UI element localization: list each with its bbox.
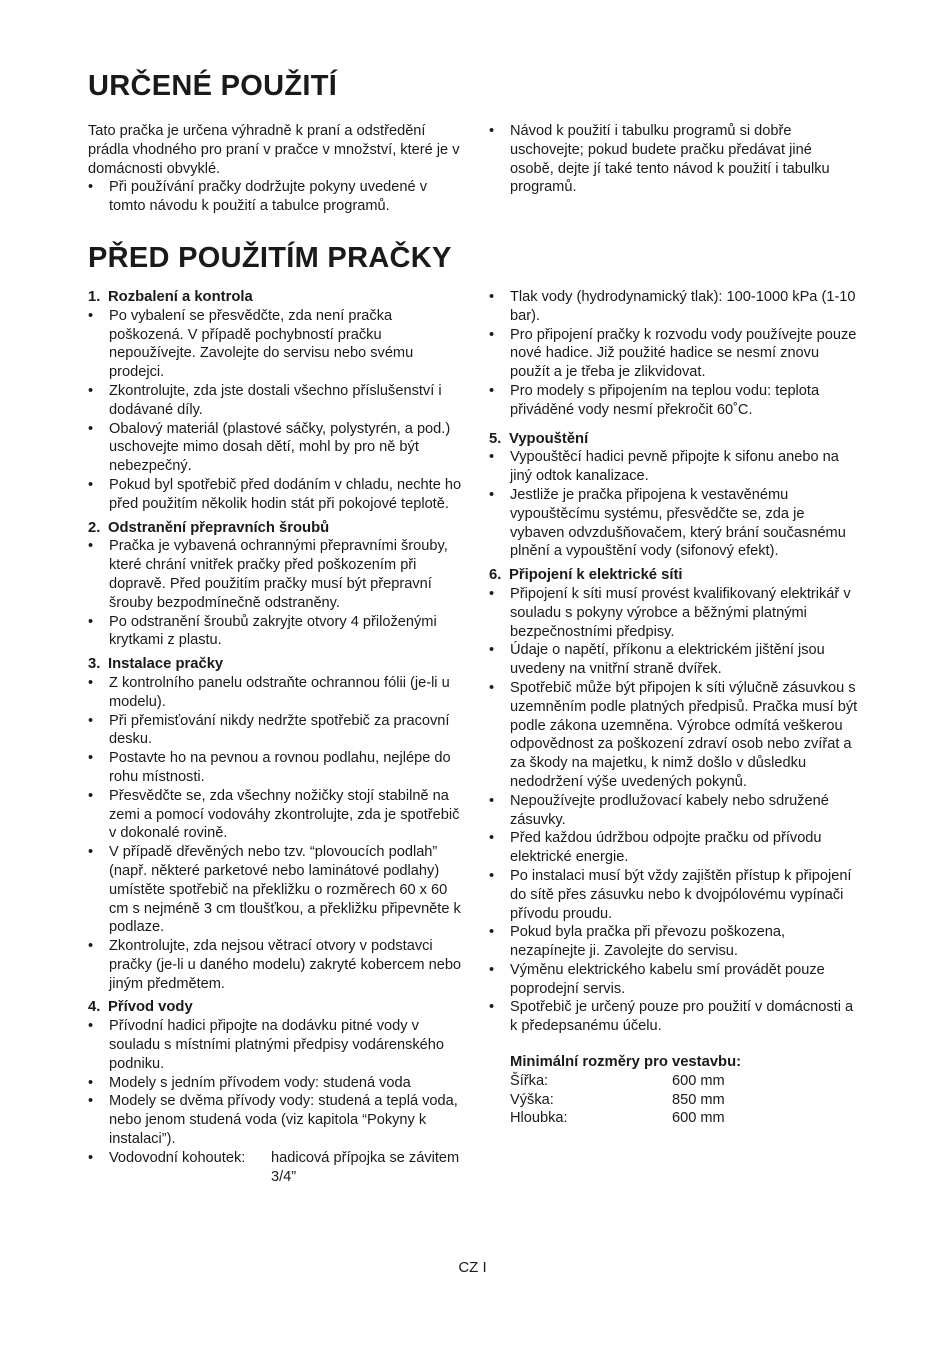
list-item: • V případě dřevěných nebo tzv. “plovoucích podlah” (např. některé parketové nebo laminátové podlahy) umístěte spotřebič na překližku o rozměrech 60 x 60 cm s nejméně 3 cm tloušťkou, a překližku připevněte k podlaze. — [88, 843, 463, 937]
list-item: • Výměnu elektrického kabelu smí provádět pouze poprodejní servis. — [489, 961, 859, 999]
bullet-list — [88, 1017, 463, 1186]
list-item: • Modely s jedním přívodem vody: studená voda — [88, 1074, 463, 1093]
dimensions-box — [489, 1053, 859, 1128]
list-item: • Spotřebič může být připojen k síti výlučně zásuvkou s uzemněním podle platných předpisů. Pračka musí být podle zákona uzemněna. Výrobce odmítá veškerou odpovědnost za poškození zdraví osob nebo zvířat a za škody na majetku, k nimž došlo v důsledku nedodržení výše uvedených pokynů. — [489, 679, 859, 792]
list-item: • Přesvědčte se, zda všechny nožičky stojí stabilně na zemi a pomocí vodováhy zkontrolujte, zda je spotřebič v dokonalé rovině. — [88, 787, 463, 843]
list-item: • Zkontrolujte, zda jste dostali všechno příslušenství i dodávané díly. — [88, 382, 463, 420]
list-item: • Postavte ho na pevnou a rovnou podlahu, nejlépe do rohu místnosti. — [88, 749, 463, 787]
section-title-text: Vypouštění — [509, 430, 589, 447]
heading-before-use: PŘED POUŽITÍM PRAČKY — [88, 242, 452, 274]
section-number: 1. — [88, 289, 101, 305]
section-title — [88, 288, 463, 307]
section — [88, 519, 463, 651]
list-item: • Před každou údržbou odpojte pračku od přívodu elektrické energie. — [489, 829, 859, 867]
dimension-row — [510, 1072, 859, 1091]
section-title — [88, 655, 463, 674]
list-item: • Připojení k síti musí provést kvalifikovaný elektrikář v souladu s pokyny výrobce a běžnými platnými bezpečnostními předpisy. — [489, 585, 859, 641]
page-number: CZ I — [458, 1259, 487, 1276]
bullet-list — [489, 585, 859, 1036]
list-item: • Po odstranění šroubů zakryjte otvory 4 přiloženými krytkami z plastu. — [88, 613, 463, 651]
section-number: 4. — [88, 999, 101, 1016]
section — [489, 430, 859, 562]
section-title — [88, 998, 463, 1017]
before-use-left-column — [88, 288, 463, 1186]
dimension-label: Šířka: — [510, 1072, 549, 1089]
dimension-row — [510, 1109, 859, 1128]
heading-intended-use: URČENÉ POUŽITÍ — [88, 70, 338, 102]
list-item: • Zkontrolujte, zda nejsou větrací otvory v podstavci pračky (je-li u daného modelu) zakryté kobercem nebo jiným předmětem. — [88, 937, 463, 993]
intended-use-right-list — [489, 122, 859, 197]
section — [88, 655, 463, 993]
section — [88, 998, 463, 1186]
list-item: • Vypouštěcí hadici pevně připojte k sifonu anebo na jiný odtok kanalizace. — [489, 448, 859, 486]
section-title-text: Připojení k elektrické síti — [509, 567, 683, 584]
bullet-list — [88, 537, 463, 650]
section — [489, 566, 859, 1036]
list-item: • Z kontrolního panelu odstraňte ochrannou fólii (je-li u modelu). — [88, 674, 463, 712]
dimension-row — [510, 1091, 859, 1110]
dimension-label: Výška: — [510, 1091, 554, 1108]
intended-use-intro: Tato pračka je určena výhradně k praní a odstředění prádla vhodného pro praní v pračce v množství, které je v domácnosti obvyklé. — [88, 123, 460, 177]
section-number: 6. — [489, 567, 502, 584]
section-number: 2. — [88, 519, 101, 536]
faucet-row — [109, 1149, 463, 1187]
list-item: • Při přemisťování nikdy nedržte spotřebič za pracovní desku. — [88, 712, 463, 750]
section-title-text: Odstranění přepravních šroubů — [108, 519, 330, 536]
list-item: • Tlak vody (hydrodynamický tlak): 100-1000 kPa (1-10 bar). — [489, 288, 859, 326]
intended-use-right-column — [489, 122, 859, 197]
list-item: • Nepoužívejte prodlužovací kabely nebo sdružené zásuvky. — [489, 792, 859, 830]
section-number: 3. — [88, 656, 101, 673]
intended-use-left-column — [88, 122, 463, 216]
before-use-right-column — [489, 288, 859, 1128]
section-title — [88, 519, 463, 538]
list-item: • Jestliže je pračka připojena k vestavěnému vypouštěcímu systému, přesvědčte se, zda je vybaven odvzdušňovačem, který brání současnému plnění a vypouštění vody (sifonový efekt). — [489, 486, 859, 561]
dimension-value: 850 mm — [672, 1091, 725, 1108]
list-item: • Při používání pračky dodržujte pokyny uvedené v tomto návodu k použití a tabulce programů. — [88, 178, 463, 216]
section-title — [489, 566, 859, 585]
dimension-value: 600 mm — [672, 1110, 725, 1127]
bullet-list — [88, 307, 463, 514]
list-item: • Pračka je vybavená ochrannými přepravními šrouby, které chrání vnitřek pračky před poškozením při dopravě. Před použitím pračky musí být přepravní šrouby bezpodmínečně odstraněny. — [88, 537, 463, 612]
section — [88, 288, 463, 514]
intended-use-left-list — [88, 178, 463, 216]
list-item: • Údaje o napětí, příkonu a elektrickém jištění jsou uvedeny na vnitřní straně dvířek. — [489, 641, 859, 679]
section-title-text: Instalace pračky — [108, 656, 224, 673]
faucet-label: • Vodovodní kohoutek: — [109, 1149, 246, 1166]
list-item-faucet — [88, 1149, 463, 1187]
list-item: • Návod k použití i tabulku programů si dobře uschovejte; pokud budete pračku předávat jiné osobě, dejte jí také tento návod k použití i tabulku programů. — [489, 122, 859, 197]
list-item: • Po vybalení se přesvědčte, zda není pračka poškozená. V případě pochybností pračku nepoužívejte. Zavolejte do servisu nebo svému prodejci. — [88, 307, 463, 382]
section-title-text: Přívod vody — [108, 999, 193, 1016]
dimension-value: 600 mm — [672, 1072, 725, 1089]
dimension-label: Hloubka: — [510, 1110, 568, 1127]
dimensions-title: Minimální rozměry pro vestavbu: — [510, 1054, 742, 1071]
list-item: • Spotřebič je určený pouze pro použití v domácnosti a k předepsanému účelu. — [489, 998, 859, 1036]
bullet-list — [489, 448, 859, 561]
bullet-list — [88, 674, 463, 994]
list-item: • Obalový materiál (plastové sáčky, polystyrén, a pod.) uschovejte mimo dosah dětí, mohl by pro ně být nebezpečný. — [88, 420, 463, 476]
list-item: • Pokud byl spotřebič před dodáním v chladu, nechte ho před použitím několik hodin stát při pokojové teplotě. — [88, 476, 463, 514]
section-number: 5. — [489, 430, 502, 447]
section-title — [489, 430, 859, 449]
list-item: • Přívodní hadici připojte na dodávku pitné vody v souladu s místními platnými předpisy vodárenského podniku. — [88, 1017, 463, 1073]
spacer — [489, 420, 859, 425]
faucet-value: hadicová přípojka se závitem 3/4” — [271, 1149, 460, 1185]
list-item: • Pro modely s připojením na teplou vodu: teplota přiváděné vody nesmí překročit 60˚C. — [489, 382, 859, 420]
list-item: • Pro připojení pračky k rozvodu vody používejte pouze nové hadice. Již použité hadice se nesmí znovu použít a je třeba je zlikvidovat. — [489, 326, 859, 382]
list-item: • Po instalaci musí být vždy zajištěn přístup k připojení do sítě přes zásuvku nebo k dvojpólovému vypínači přívodu proudu. — [489, 867, 859, 923]
section-title-text: Rozbalení a kontrola — [108, 289, 253, 305]
water-pressure-list — [489, 288, 859, 420]
list-item: • Modely se dvěma přívody vody: studená a teplá voda, nebo jenom studená voda (viz kapitola “Pokyny k instalaci”). — [88, 1092, 463, 1148]
list-item: • Pokud byla pračka při převozu poškozena, nezapínejte ji. Zavolejte do servisu. — [489, 923, 859, 961]
